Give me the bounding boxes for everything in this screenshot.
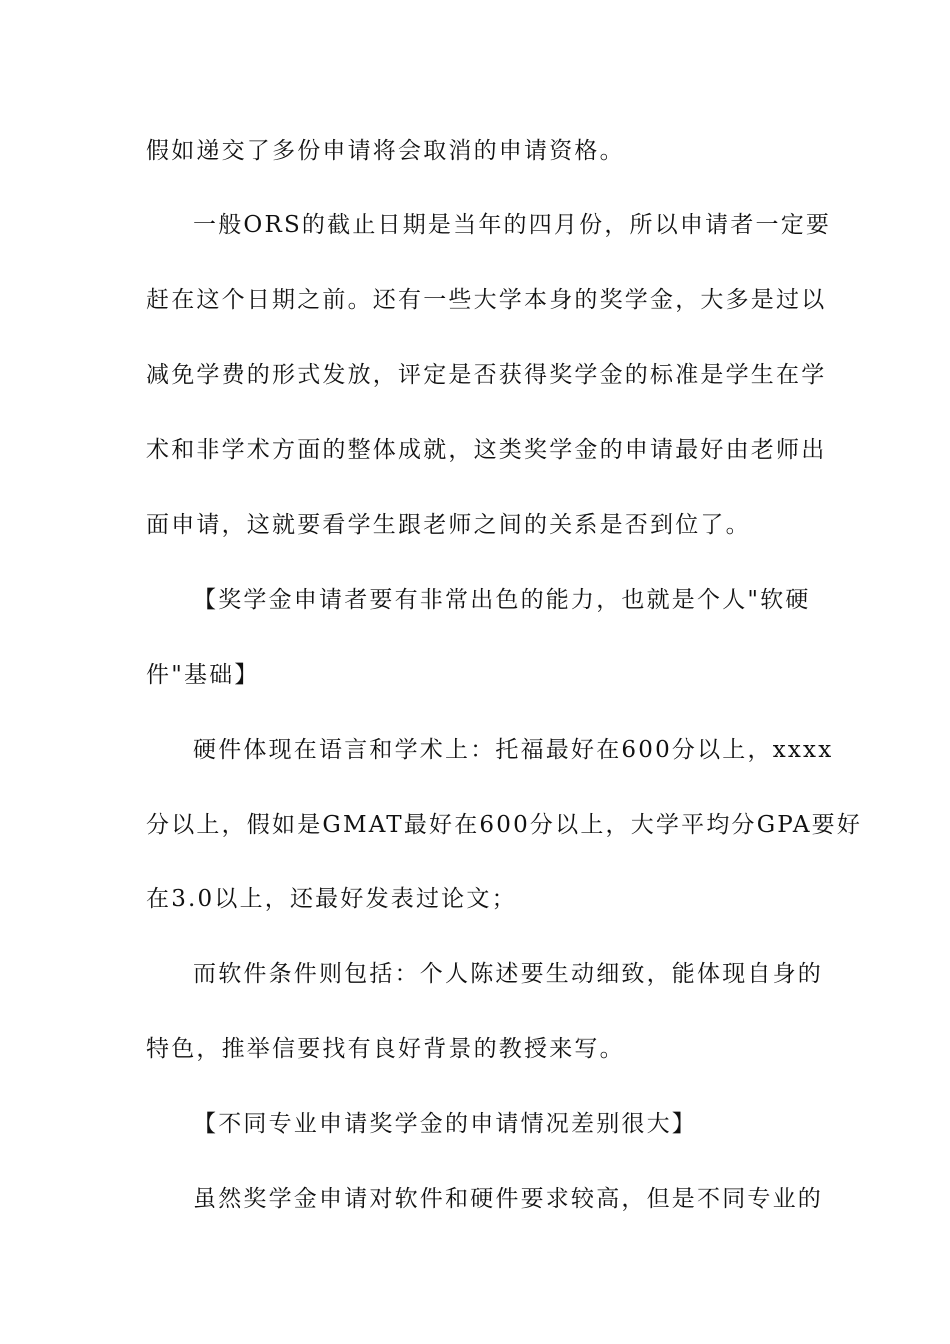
text-line: 特色，推举信要找有良好背景的教授来写。	[146, 1036, 625, 1062]
paragraph-first-line: 硬件体现在语言和学术上：托福最好在600分以上，xxxx	[193, 737, 834, 763]
paragraph-first-line: 一般ORS的截止日期是当年的四月份，所以申请者一定要	[193, 212, 832, 238]
section-heading-line: 【不同专业申请奖学金的申请情况差别很大】	[193, 1111, 697, 1137]
section-heading-line: 【奖学金申请者要有非常出色的能力，也就是个人"软硬	[193, 587, 811, 613]
paragraph-first-line: 虽然奖学金申请对软件和硬件要求较高，但是不同专业的	[193, 1186, 823, 1212]
text-line: 减免学费的形式发放，评定是否获得奖学金的标准是学生在学	[146, 362, 827, 388]
text-line: 在3.0以上，还最好发表过论文；	[146, 886, 517, 912]
text-line: 分以上，假如是GMAT最好在600分以上，大学平均分GPA要好	[146, 812, 863, 838]
text-line: 赶在这个日期之前。还有一些大学本身的奖学金，大多是过以	[146, 287, 827, 313]
paragraph-first-line: 而软件条件则包括：个人陈述要生动细致，能体现自身的	[193, 961, 823, 987]
text-line: 假如递交了多份申请将会取消的申请资格。	[146, 138, 625, 164]
text-line: 面申请，这就要看学生跟老师之间的关系是否到位了。	[146, 512, 751, 538]
text-line: 术和非学术方面的整体成就，这类奖学金的申请最好由老师出	[146, 437, 827, 463]
section-heading-line: 件"基础】	[146, 662, 260, 688]
